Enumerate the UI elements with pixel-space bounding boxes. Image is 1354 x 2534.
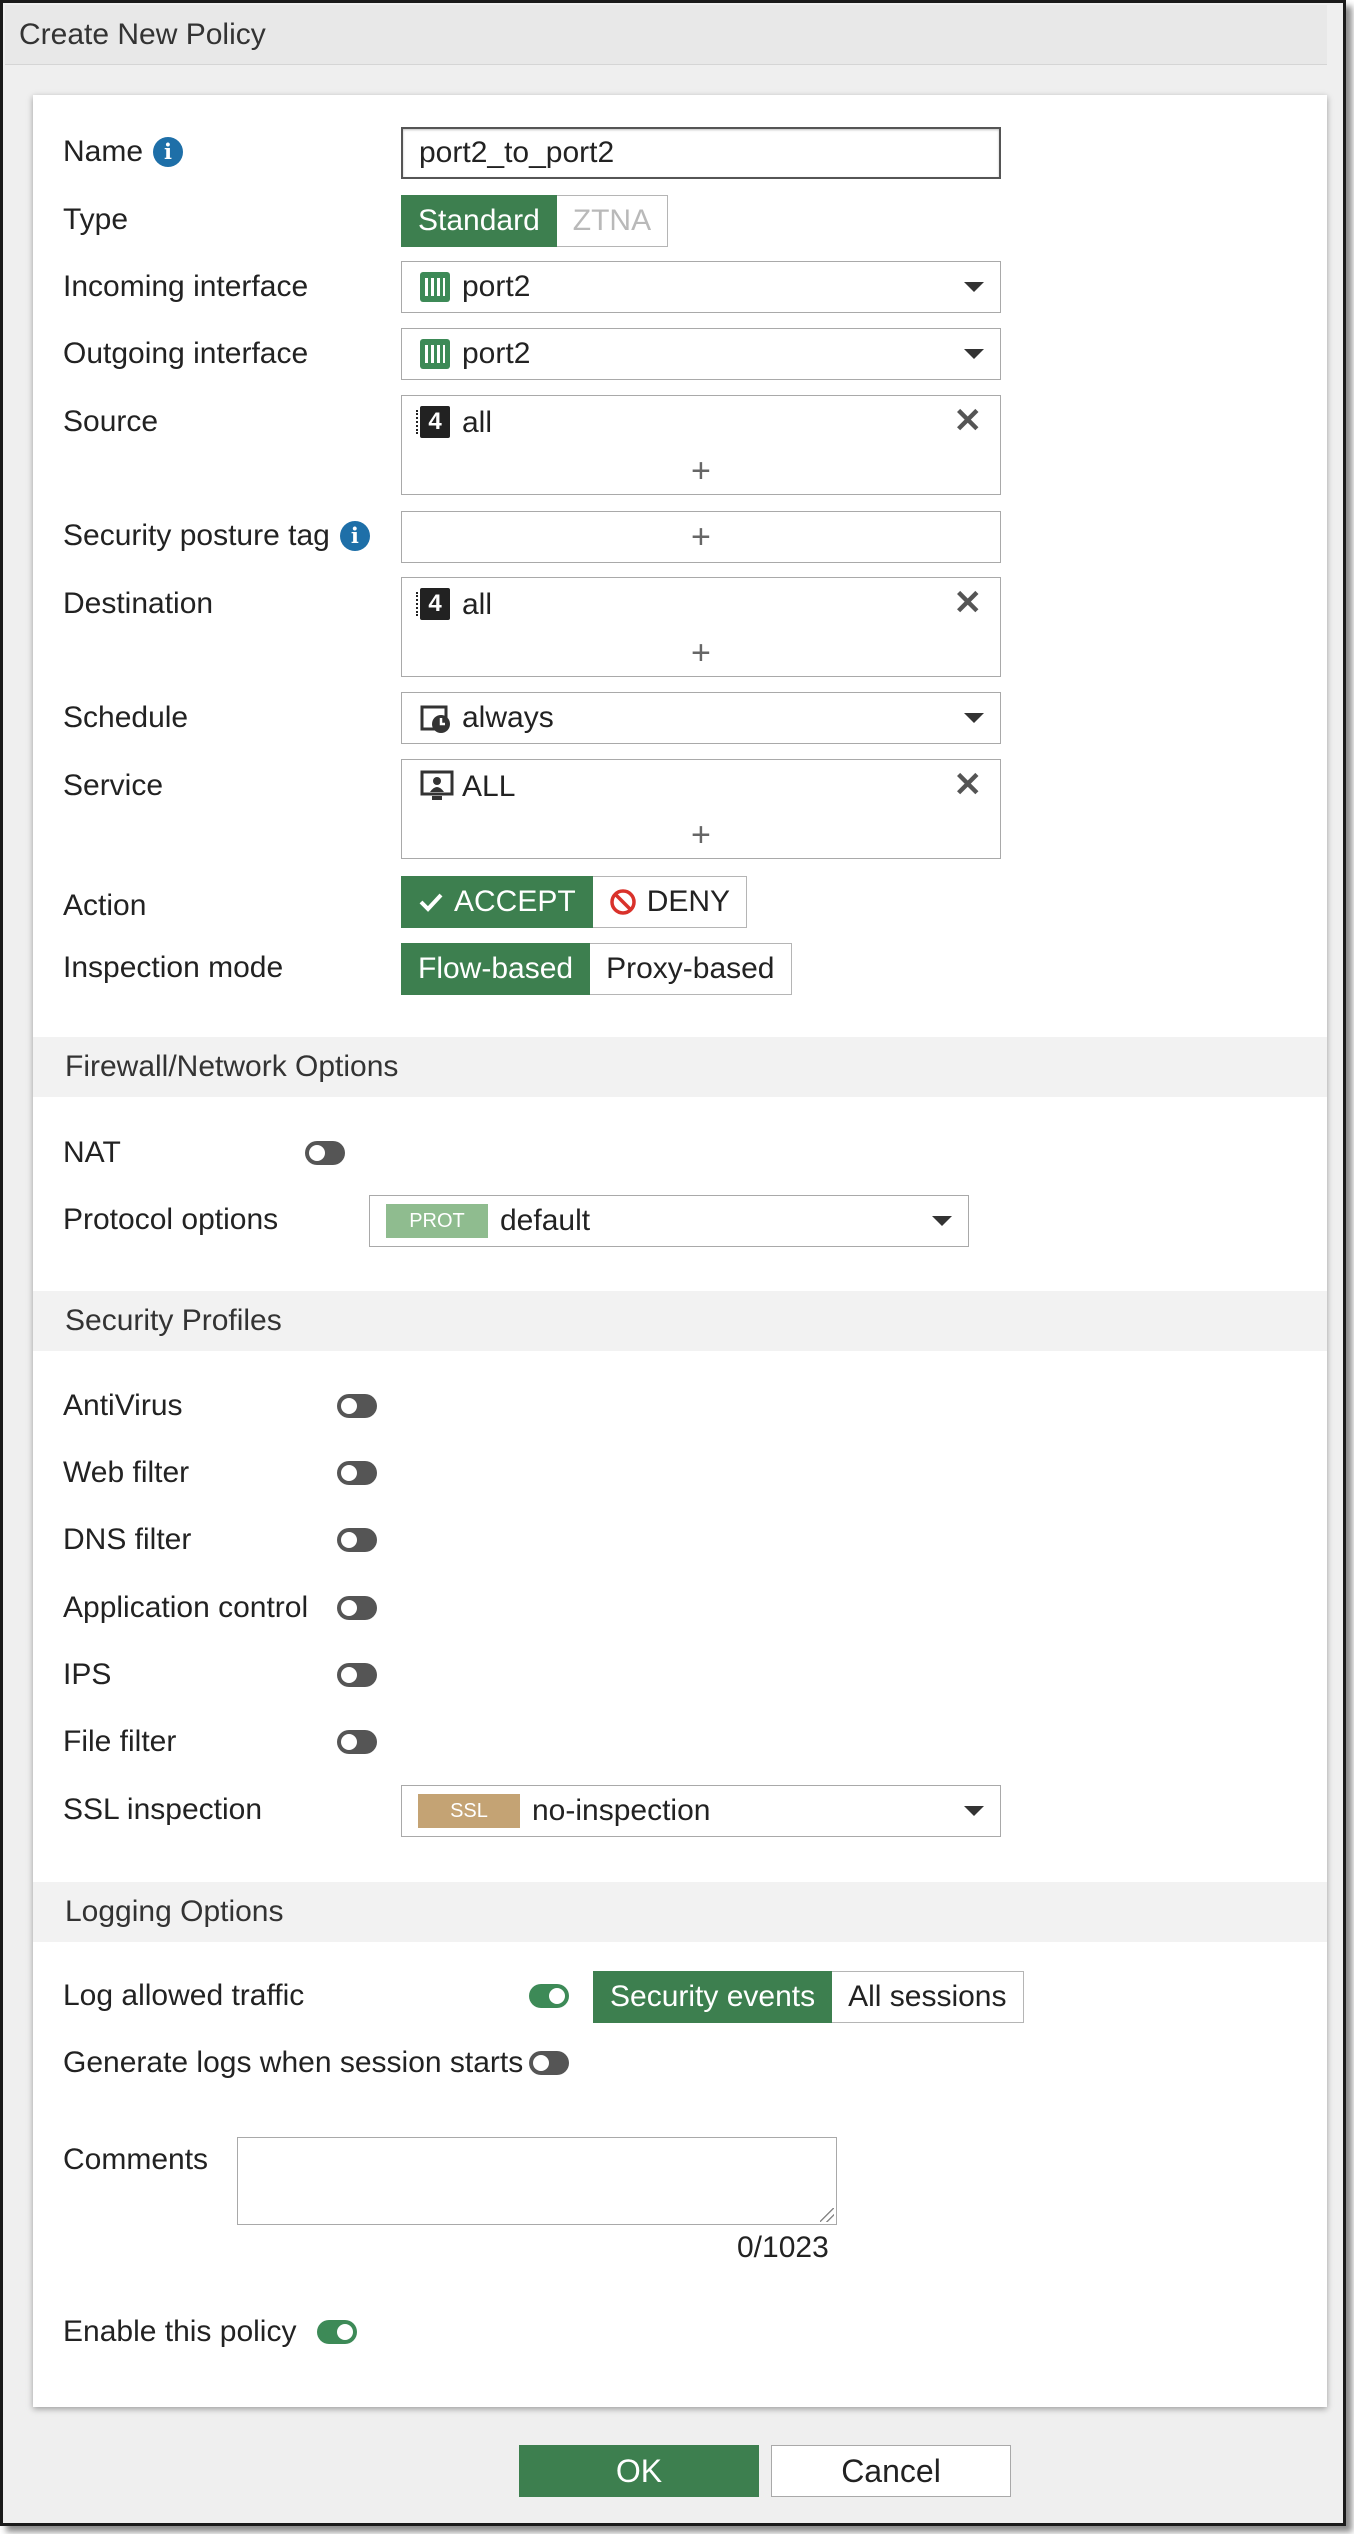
enable-policy-toggle[interactable] — [317, 2320, 357, 2344]
comments-label: Comments — [63, 2143, 209, 2176]
log-allowed-traffic-label: Log allowed traffic — [63, 1979, 305, 2012]
check-icon — [418, 891, 444, 913]
deny-button[interactable] — [593, 876, 747, 928]
security-posture-tag-input[interactable] — [401, 511, 1001, 563]
chevron-down-icon — [964, 349, 984, 359]
outgoing-interface-select[interactable] — [401, 328, 1001, 380]
protocol-options-select[interactable] — [369, 1195, 969, 1247]
schedule-label: Schedule — [63, 701, 189, 734]
log-level-toggle-group — [593, 1971, 1024, 2023]
name-label: Name — [63, 135, 144, 168]
close-icon[interactable]: ✕ — [953, 402, 982, 440]
protocol-options-value: default — [500, 1204, 591, 1237]
logging-options-header: Logging Options — [33, 1882, 1327, 1942]
security-posture-row — [63, 519, 370, 553]
interface-icon — [420, 339, 450, 369]
application-control-label: Application control — [63, 1591, 309, 1624]
inspection-mode-label: Inspection mode — [63, 951, 284, 984]
incoming-interface-label: Incoming interface — [63, 270, 309, 303]
interface-icon — [420, 272, 450, 302]
action-toggle-group — [401, 876, 747, 928]
comments-textarea[interactable] — [237, 2137, 837, 2225]
policy-form-panel — [33, 95, 1327, 2407]
incoming-interface-value: port2 — [462, 270, 531, 303]
web-filter-toggle[interactable] — [337, 1461, 377, 1485]
type-standard-button[interactable]: Standard — [401, 195, 557, 247]
action-label: Action — [63, 889, 147, 922]
dns-filter-label: DNS filter — [63, 1523, 192, 1556]
source-multiselect[interactable] — [401, 395, 1001, 495]
ips-toggle[interactable] — [337, 1663, 377, 1687]
enable-policy-label: Enable this policy — [63, 2315, 297, 2348]
service-value: ALL — [462, 770, 516, 803]
prot-badge: PROT — [386, 1204, 488, 1238]
dns-filter-toggle[interactable] — [337, 1528, 377, 1552]
protocol-options-label: Protocol options — [63, 1203, 279, 1236]
comments-counter: 0/1023 — [737, 2231, 829, 2264]
application-control-toggle[interactable] — [337, 1596, 377, 1620]
ssl-badge: SSL — [418, 1794, 520, 1828]
name-label-row — [63, 135, 183, 169]
ssl-inspection-select[interactable] — [401, 1785, 1001, 1837]
name-input-value: port2_to_port2 — [419, 136, 615, 169]
outgoing-interface-label: Outgoing interface — [63, 337, 309, 370]
ips-label: IPS — [63, 1658, 112, 1691]
nat-label: NAT — [63, 1136, 121, 1169]
ssl-inspection-value: no-inspection — [532, 1794, 711, 1827]
accept-button[interactable] — [401, 876, 593, 928]
add-icon[interactable]: + — [691, 634, 711, 672]
schedule-select[interactable] — [401, 692, 1001, 744]
incoming-interface-select[interactable] — [401, 261, 1001, 313]
destination-multiselect[interactable] — [401, 577, 1001, 677]
schedule-icon — [420, 703, 452, 735]
log-session-start-toggle[interactable] — [529, 2051, 569, 2075]
close-icon[interactable]: ✕ — [953, 766, 982, 804]
proxy-based-button[interactable]: Proxy-based — [590, 943, 791, 995]
info-icon[interactable]: i — [153, 137, 183, 167]
type-ztna-button[interactable]: ZTNA — [557, 195, 668, 247]
close-icon[interactable]: ✕ — [953, 584, 982, 622]
add-icon[interactable]: + — [691, 518, 711, 556]
destination-value: all — [462, 588, 493, 621]
flow-based-button[interactable]: Flow-based — [401, 943, 590, 995]
source-label: Source — [63, 405, 159, 438]
security-posture-label: Security posture tag — [63, 519, 330, 552]
web-filter-label: Web filter — [63, 1456, 190, 1489]
schedule-value: always — [462, 701, 554, 734]
add-icon[interactable]: + — [691, 816, 711, 854]
all-sessions-button[interactable]: All sessions — [832, 1971, 1023, 2023]
chevron-down-icon — [932, 1216, 952, 1226]
type-label: Type — [63, 203, 129, 236]
chevron-down-icon — [964, 713, 984, 723]
service-icon — [420, 770, 454, 802]
inspection-mode-toggle-group — [401, 943, 792, 995]
deny-icon — [609, 888, 637, 916]
file-filter-toggle[interactable] — [337, 1730, 377, 1754]
info-icon[interactable]: i — [340, 521, 370, 551]
log-session-start-label: Generate logs when session starts — [63, 2046, 524, 2079]
dialog-title: Create New Policy — [5, 5, 1327, 65]
type-toggle-group — [401, 195, 668, 247]
name-input[interactable] — [401, 127, 1001, 179]
firewall-section-header: Firewall/Network Options — [33, 1037, 1327, 1097]
antivirus-label: AntiVirus — [63, 1389, 183, 1422]
antivirus-toggle[interactable] — [337, 1394, 377, 1418]
address-icon: 4 — [420, 588, 450, 620]
accept-label: ACCEPT — [454, 885, 576, 918]
log-allowed-traffic-toggle[interactable] — [529, 1984, 569, 2008]
resize-handle-icon[interactable] — [820, 2208, 834, 2222]
security-events-button[interactable]: Security events — [593, 1971, 832, 2023]
ok-button[interactable]: OK — [519, 2445, 759, 2497]
nat-toggle[interactable] — [305, 1141, 345, 1165]
add-icon[interactable]: + — [691, 452, 711, 490]
chevron-down-icon — [964, 1806, 984, 1816]
deny-label: DENY — [646, 885, 731, 918]
destination-label: Destination — [63, 587, 214, 620]
cancel-button[interactable]: Cancel — [771, 2445, 1011, 2497]
chevron-down-icon — [964, 282, 984, 292]
outgoing-interface-value: port2 — [462, 337, 531, 370]
ssl-inspection-label: SSL inspection — [63, 1793, 263, 1826]
service-label: Service — [63, 769, 164, 802]
service-multiselect[interactable] — [401, 759, 1001, 859]
source-value: all — [462, 406, 493, 439]
file-filter-label: File filter — [63, 1725, 177, 1758]
security-profiles-header: Security Profiles — [33, 1291, 1327, 1351]
address-icon: 4 — [420, 406, 450, 438]
